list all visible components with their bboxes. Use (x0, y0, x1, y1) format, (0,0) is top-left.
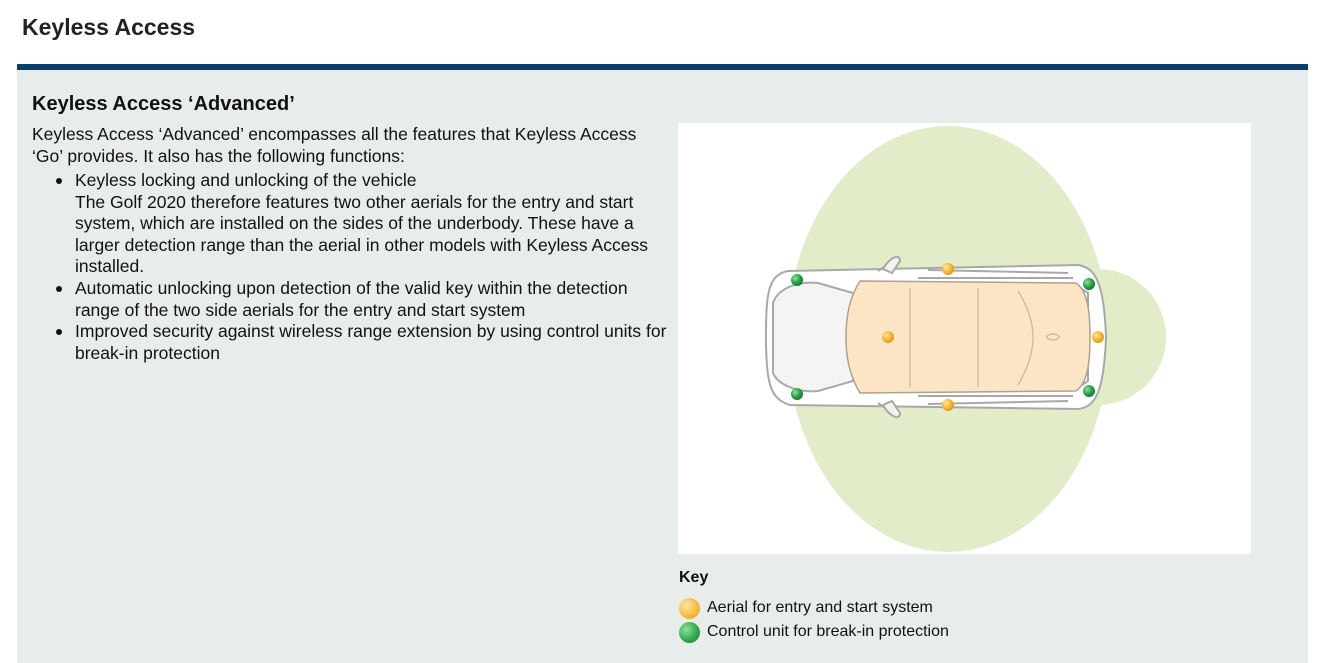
key-title: Key (679, 569, 709, 586)
aerial-icon (942, 399, 954, 411)
feature-list (32, 170, 672, 364)
list-item (32, 278, 672, 321)
bullet-text: Automatic unlocking upon detection of the valid key within the detection range of the two side aerials for the entry and start system (75, 277, 628, 320)
aerial-legend-icon (679, 598, 700, 619)
bullet-text: Keyless locking and unlocking of the vehicle (75, 170, 417, 190)
aerial-icon (882, 331, 894, 343)
key-label: Aerial for entry and start system (707, 599, 933, 616)
car-diagram (678, 123, 1251, 554)
bullet-detail: The Golf 2020 therefore features two other aerials for the entry and start system, which are installed on the sides of the underbody. These have a larger detection range than the aerial in other models with Keyless Access installed. (75, 191, 648, 277)
key-item-control-unit (679, 620, 949, 644)
page-title: Keyless Access (22, 14, 196, 40)
control-unit-icon (1083, 385, 1095, 397)
list-item (32, 170, 672, 278)
car-top-view-diagram (678, 123, 1251, 554)
control-unit-icon (791, 274, 803, 286)
aerial-icon (1092, 331, 1104, 343)
control-unit-legend-icon (679, 622, 700, 643)
control-unit-icon (791, 388, 803, 400)
control-unit-icon (1083, 278, 1095, 290)
intro-paragraph: Keyless Access ‘Advanced’ encompasses all the features that Keyless Access ‘Go’ provides. It also has the following functions: (32, 124, 637, 166)
list-item (32, 321, 672, 364)
key-label: Control unit for break-in protection (707, 623, 949, 640)
section-title: Keyless Access ‘Advanced’ (32, 93, 295, 115)
key-item-aerial (679, 596, 933, 620)
bullet-text: Improved security against wireless range extension by using control units for break-in protection (75, 321, 667, 363)
aerial-icon (942, 263, 954, 275)
